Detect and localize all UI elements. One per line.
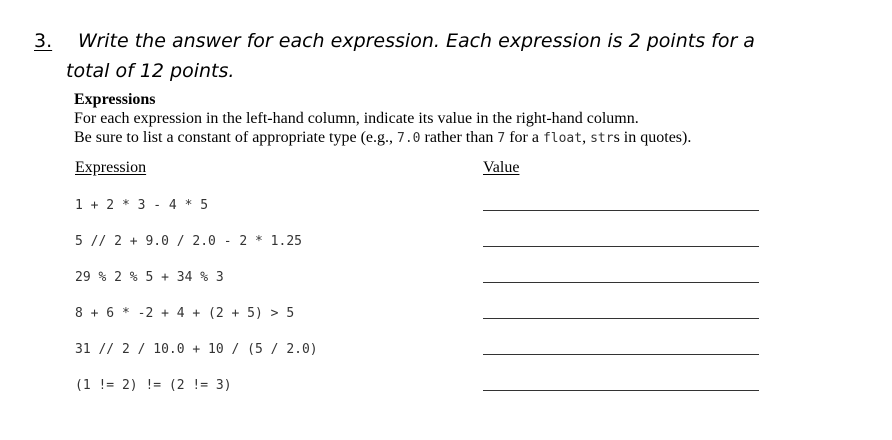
section-title: Expressions bbox=[74, 91, 156, 108]
expression-row-4 bbox=[0, 305, 892, 329]
answer-blank[interactable] bbox=[483, 282, 759, 283]
expression-row-6 bbox=[0, 377, 892, 401]
expression-text: 8 + 6 * -2 + 4 + (2 + 5) > 5 bbox=[75, 306, 295, 321]
instructions-text: Be sure to list a constant of appropriate type (e.g., bbox=[74, 129, 398, 146]
question-prompt-line-1: Write the answer for each expression. Each expression is 2 points for a bbox=[78, 30, 755, 52]
answer-blank[interactable] bbox=[483, 246, 759, 247]
instructions-text: , bbox=[582, 129, 591, 146]
instructions-line-2 bbox=[74, 128, 854, 148]
answer-blank[interactable] bbox=[483, 210, 759, 211]
question-number: 3. bbox=[34, 30, 53, 52]
expression-text: (1 != 2) != (2 != 3) bbox=[75, 378, 232, 393]
expression-column-header: Expression bbox=[75, 159, 147, 176]
code-type-str: str bbox=[590, 131, 614, 146]
answer-blank[interactable] bbox=[483, 354, 759, 355]
instructions-line-1: For each expression in the left-hand column, indicate its value in the right-hand column. bbox=[74, 110, 639, 127]
expression-text: 1 + 2 * 3 - 4 * 5 bbox=[75, 198, 209, 213]
answer-blank[interactable] bbox=[483, 390, 759, 391]
instructions-text: rather than bbox=[420, 129, 498, 146]
expression-text: 29 % 2 % 5 + 34 % 3 bbox=[75, 270, 224, 285]
instructions-section bbox=[74, 90, 854, 148]
expression-text: 31 // 2 / 10.0 + 10 / (5 / 2.0) bbox=[75, 342, 318, 357]
instructions-text: for a bbox=[505, 129, 543, 146]
expression-row-2 bbox=[0, 233, 892, 257]
expression-text: 5 // 2 + 9.0 / 2.0 - 2 * 1.25 bbox=[75, 234, 302, 249]
answer-blank[interactable] bbox=[483, 318, 759, 319]
instructions-text: s in quotes). bbox=[613, 129, 692, 146]
code-example-int: 7 bbox=[497, 131, 506, 146]
code-example-float: 7.0 bbox=[397, 131, 421, 146]
expression-row-3 bbox=[0, 269, 892, 293]
expression-row-5 bbox=[0, 341, 892, 365]
expression-row-1 bbox=[0, 197, 892, 221]
value-column-header: Value bbox=[483, 159, 520, 176]
code-type-float: float bbox=[542, 131, 583, 146]
question-prompt-line-2: total of 12 points. bbox=[66, 60, 235, 82]
